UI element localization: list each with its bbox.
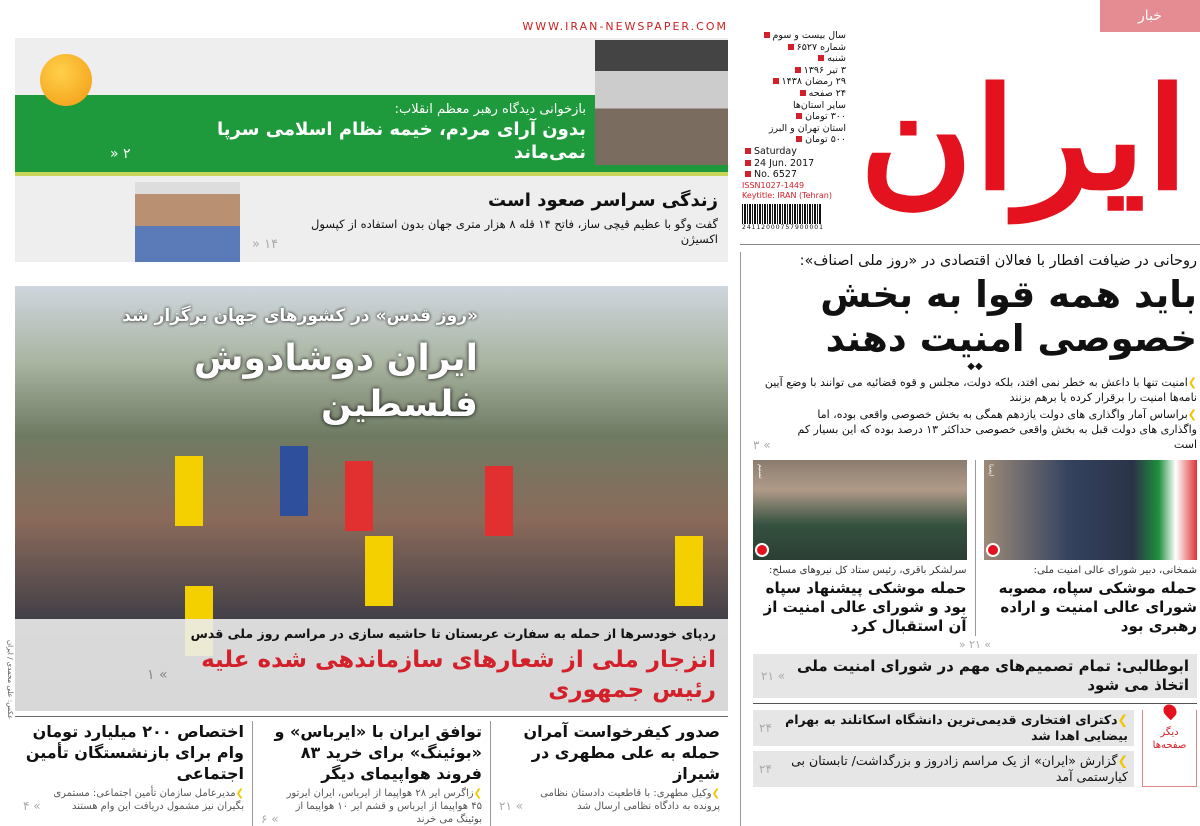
photo-credit: عکس: علی محمدی / ایران <box>6 640 14 720</box>
top-stories-box <box>15 38 728 262</box>
newspaper-logo <box>852 38 1196 242</box>
leader-photo <box>595 40 728 165</box>
other-pages-label-2: صفحه‌ها <box>1152 740 1187 751</box>
caption-kicker: ردپای خودسرها از حمله به سفارت عربستان تا حاشیه سازی در مراسم روز ملی قدس <box>190 626 716 641</box>
item-page-ref[interactable]: ۲۴ <box>759 762 772 776</box>
agency-logo-icon <box>755 543 769 557</box>
photo-story-shamkhani[interactable] <box>976 460 1198 636</box>
issn: ISSN1027-1449 <box>742 180 805 190</box>
logo-text: ایران <box>859 58 1156 222</box>
other-page-item[interactable] <box>753 751 1134 787</box>
lead-kicker: روحانی در ضیافت افطار با فعالان اقتصادی در «روز ملی اصناف»: <box>799 253 1197 269</box>
photo-stories <box>753 460 1197 636</box>
divider <box>753 703 1197 704</box>
story-page-ref[interactable]: » ۴ <box>23 799 41 813</box>
other-pages-label <box>1142 710 1197 787</box>
pin-icon <box>1161 702 1179 720</box>
info-pages: ۲۴ صفحه <box>742 88 846 100</box>
spacer <box>15 262 728 286</box>
issue-info <box>742 30 846 232</box>
bottom-stories <box>15 721 728 826</box>
keytitle: Keytitle: IRAN (Tehran) <box>742 190 832 200</box>
caption-page-ref[interactable]: » ۱ <box>147 667 168 683</box>
divider <box>740 244 1200 245</box>
interview-summary: گفت وگو با عظیم قیچی ساز، فاتح ۱۴ قله ۸ هزار متری جهان بدون استفاده از کپسول اکسیژن <box>311 217 718 246</box>
top-story-kicker: بازخوانی دیدگاه رهبر معظم انقلاب: <box>394 102 586 117</box>
sun-decoration <box>40 54 92 106</box>
info-number-en: No. 6527 <box>742 169 846 181</box>
main-caption-box <box>15 619 728 711</box>
abutalebi-page-ref[interactable]: » ۲۱ <box>761 669 786 683</box>
story-headline[interactable]: اختصاص ۲۰۰ میلیارد تومان وام برای بازنشستگان تأمین اجتماعی <box>25 722 244 783</box>
story-headline[interactable]: صدور کیفرخواست آمران حمله به علی مطهری در شیراز <box>523 722 720 783</box>
story-headline[interactable]: توافق ایران با «ایرباس» و «بوئینگ» برای خرید ۸۳ فروند هواپیمای دیگر <box>274 722 482 783</box>
bottom-story-airbus[interactable] <box>253 721 491 826</box>
lead-headline[interactable]: باید همه قوا به بخش خصوصی امنیت دهند <box>820 273 1197 360</box>
quds-day-photo <box>15 286 728 711</box>
story-summary: ❯ وکیل مطهری: با قاطعیت دادستان نظامی پرونده به دادگاه نظامی ارسال شد <box>529 787 720 813</box>
info-tehran: استان تهران و البرز <box>768 122 846 134</box>
story-page-ref[interactable]: » ۶ <box>261 812 279 826</box>
other-pages <box>753 710 1197 787</box>
main-photo-headline[interactable]: ایران دوشادوش فلسطین <box>193 338 478 425</box>
main-photo-heading <box>15 286 728 428</box>
story-kicker: سرلشکر باقری، رئیس ستاد کل نیروهای مسلح: <box>769 565 967 576</box>
info-date-en: 24 Jun. 2017 <box>742 158 846 170</box>
item-page-ref[interactable]: ۲۴ <box>759 721 772 735</box>
interview-strip <box>15 176 728 262</box>
abutalebi-headline[interactable]: ابوطالبی: تمام تصمیم‌های مهم در شورای امنیت ملی اتخاذ می شود <box>797 657 1189 694</box>
info-weekday-en: Saturday <box>742 146 846 158</box>
top-story-page-ref[interactable]: » ۲ <box>110 146 131 162</box>
photo-credit: ایسنا <box>987 464 995 477</box>
info-day: شنبه <box>742 53 846 65</box>
barcode <box>742 204 822 224</box>
top-story-headline[interactable]: بدون آرای مردم، خیمه نظام اسلامی سرپا نمی‌ماند <box>217 119 586 163</box>
main-photo-kicker: «روز قدس» در کشورهای جهان برگزار شد <box>122 306 478 326</box>
info-hijri: ۲۹ رمضان ۱۴۳۸ <box>742 76 846 88</box>
photo-stories-page-ref[interactable]: » ۲۱ « <box>958 638 992 651</box>
caption-headline[interactable]: انزجار ملی از شعارهای سازماندهی شده علیه رئیس جمهوری <box>201 647 716 703</box>
interview-text <box>290 189 718 255</box>
bagheri-photo <box>753 460 967 560</box>
corner-badge: خبار <box>1100 0 1200 32</box>
shamkhani-photo <box>984 460 1198 560</box>
lead-bullet: ❯امنیت تنها با داعش به خطر نمی افتد، بلکه دولت، مجلس و قوه قضائیه می توانند با وضع آیین نامه‌ها امنیت را برقرار کرده یا برهم بزنند <box>764 376 1197 404</box>
info-provinces: سایر استان‌ها <box>792 99 846 111</box>
right-column <box>740 252 1200 826</box>
agency-logo-icon <box>986 543 1000 557</box>
top-stories-header <box>15 38 728 95</box>
top-story-text <box>141 101 586 164</box>
photo-credit: تسنیم <box>757 464 764 479</box>
bottom-story-loan[interactable] <box>15 721 253 826</box>
story-headline[interactable]: حمله موشکی سپاه، مصوبه شورای عالی امنیت و اراده رهبری بود <box>998 579 1197 635</box>
lead-bullet: ❯براساس آمار واگذاری های دولت یازدهم همگی به بخش خصوصی واقعی بوده، اما واگذاری های دولت قبل به بخش واقعی خصوصی حداکثر ۱۳ درصد بوده که این بسیار کم است <box>797 408 1197 451</box>
info-number: شماره ۶۵۲۷ <box>742 42 846 54</box>
caption-row <box>27 645 716 705</box>
abutalebi-bar[interactable] <box>753 654 1197 698</box>
url-row <box>15 0 728 38</box>
other-pages-list <box>753 710 1134 787</box>
barcode-number: 24112000757900001 <box>742 223 824 231</box>
divider <box>15 716 728 717</box>
info-year: سال بیست و سوم <box>742 30 846 42</box>
website-url[interactable]: WWW.IRAN-NEWSPAPER.COM <box>522 20 728 33</box>
other-page-item[interactable] <box>753 710 1134 746</box>
other-pages-label-1: دیگر <box>1160 727 1179 738</box>
lead-page-ref[interactable]: » ۳ <box>753 438 771 452</box>
item-text[interactable]: ❯ دکترای افتخاری قدیمی‌ترین دانشگاه اسکاتلند به بهرام بیضایی اهدا شد <box>778 712 1128 744</box>
info-date: ۳ تیر ۱۳۹۶ <box>742 65 846 77</box>
lead-bullet-row <box>753 405 1197 452</box>
bottom-story-mottahari[interactable] <box>491 721 728 826</box>
info-price-tehran: ۵۰۰ تومان <box>742 134 846 146</box>
item-text[interactable]: ❯ گزارش «ایران» از یک مراسم زادروز و بزرگداشت/ تابستان بی کیارستمی آمد <box>778 753 1128 785</box>
separator-dots: ◆◆ <box>967 361 983 372</box>
interview-headline[interactable]: زندگی سراسر صعود است <box>488 190 718 211</box>
info-price-provinces: ۳۰۰ تومان <box>742 111 846 123</box>
story-summary: ❯ زاگرس ایر ۲۸ هواپیما از ایرباس، ایران ایرتور ۴۵ هواپیما از ایرباس و قشم ایر ۱۰ هواپیما از بوئینگ می خرند <box>285 787 482 826</box>
story-summary: ❯ مدیرعامل سازمان تأمین اجتماعی: مستمری بگیران نیز مشمول دریافت این وام هستند <box>47 787 244 813</box>
story-page-ref[interactable]: » ۲۱ <box>499 799 524 813</box>
photo-story-bagheri[interactable] <box>753 460 976 636</box>
interview-photo <box>135 182 240 262</box>
story-headline[interactable]: حمله موشکی پیشنهاد سپاه بود و شورای عالی امنیت از آن استقبال کرد <box>763 579 967 635</box>
story-kicker: شمخانی، دبیر شورای عالی امنیت ملی: <box>1033 565 1197 576</box>
left-column <box>15 0 728 826</box>
interview-page-ref[interactable]: » ۱۴ <box>252 237 279 252</box>
